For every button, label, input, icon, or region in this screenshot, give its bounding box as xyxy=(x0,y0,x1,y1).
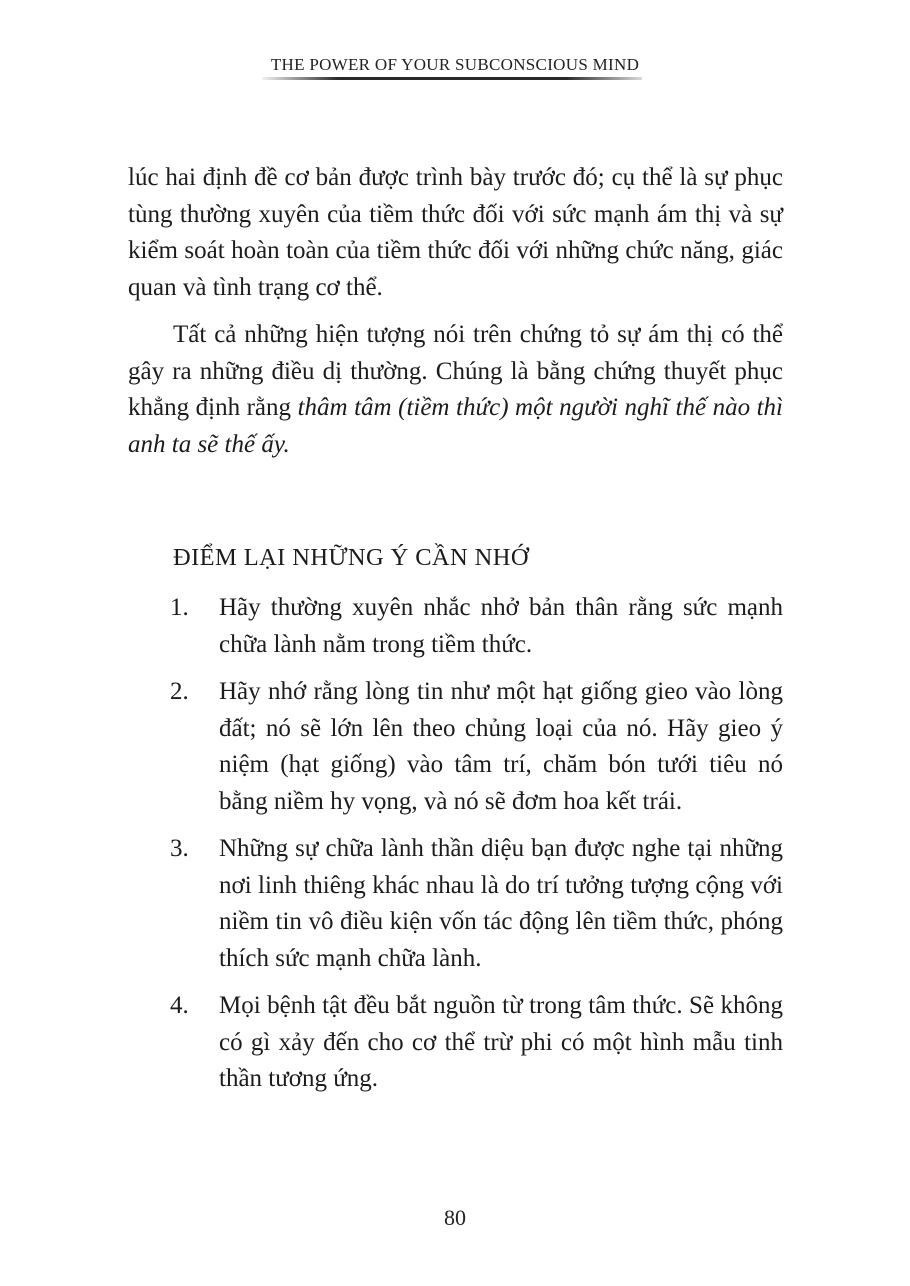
running-header xyxy=(0,55,910,77)
list-item xyxy=(128,831,783,977)
list-item xyxy=(128,590,783,663)
running-header-title: THE POWER OF YOUR SUBCONSCIOUS MIND xyxy=(270,55,640,74)
page-number: 80 xyxy=(444,1205,466,1230)
key-points-list xyxy=(128,590,783,1098)
body-paragraph-2-text: Tất cả những hiện tượng nói trên chứng tỏ sự ám thị có thể gây ra những điều dị thường. Chúng là bằng chứng thuyết phục khẳng định rằng xyxy=(128,321,783,421)
list-item xyxy=(128,988,783,1098)
list-item-text: Mọi bệnh tật đều bắt nguồn từ trong tâm thức. Sẽ không có gì xảy đến cho cơ thể trừ phi có một hình mẫu tinh thần tương ứng. xyxy=(219,992,783,1092)
list-item-number: 1. xyxy=(170,594,189,621)
list-item xyxy=(128,674,783,820)
page-body xyxy=(128,160,783,1109)
body-paragraph-1: lúc hai định đề cơ bản được trình bày trước đó; cụ thể là sự phục tùng thường xuyên của tiềm thức đối với sức mạnh ám thị và sự kiểm soát hoàn toàn của tiềm thức đối với những chức năng, giác quan và tình trạng cơ thể. xyxy=(128,164,783,301)
section-heading: ĐIỂM LẠI NHỮNG Ý CẦN NHỚ xyxy=(173,544,529,571)
body-paragraph-2 xyxy=(128,317,783,463)
body-paragraph-2-italic: thâm tâm (tiềm thức) một người nghĩ thế nào thì anh ta sẽ thế ấy. xyxy=(128,394,783,458)
header-rule xyxy=(262,77,642,80)
list-item-number: 2. xyxy=(170,678,189,705)
list-item-text: Hãy thường xuyên nhắc nhở bản thân rằng sức mạnh chữa lành nằm trong tiềm thức. xyxy=(219,594,783,658)
list-item-text: Những sự chữa lành thần diệu bạn được nghe tại những nơi linh thiêng khác nhau là do trí tưởng tượng cộng với niềm tin vô điều kiện vốn tác động lên tiềm thức, phóng thích sức mạnh chữa lành. xyxy=(219,835,783,972)
list-item-number: 4. xyxy=(170,992,189,1019)
list-item-text: Hãy nhớ rằng lòng tin như một hạt giống gieo vào lòng đất; nó sẽ lớn lên theo chủng loại của nó. Hãy gieo ý niệm (hạt giống) vào tâm trí, chăm bón tưới tiêu nó bằng niềm hy vọng, và nó sẽ đơm hoa kết trái. xyxy=(219,678,783,815)
list-item-number: 3. xyxy=(170,835,189,862)
